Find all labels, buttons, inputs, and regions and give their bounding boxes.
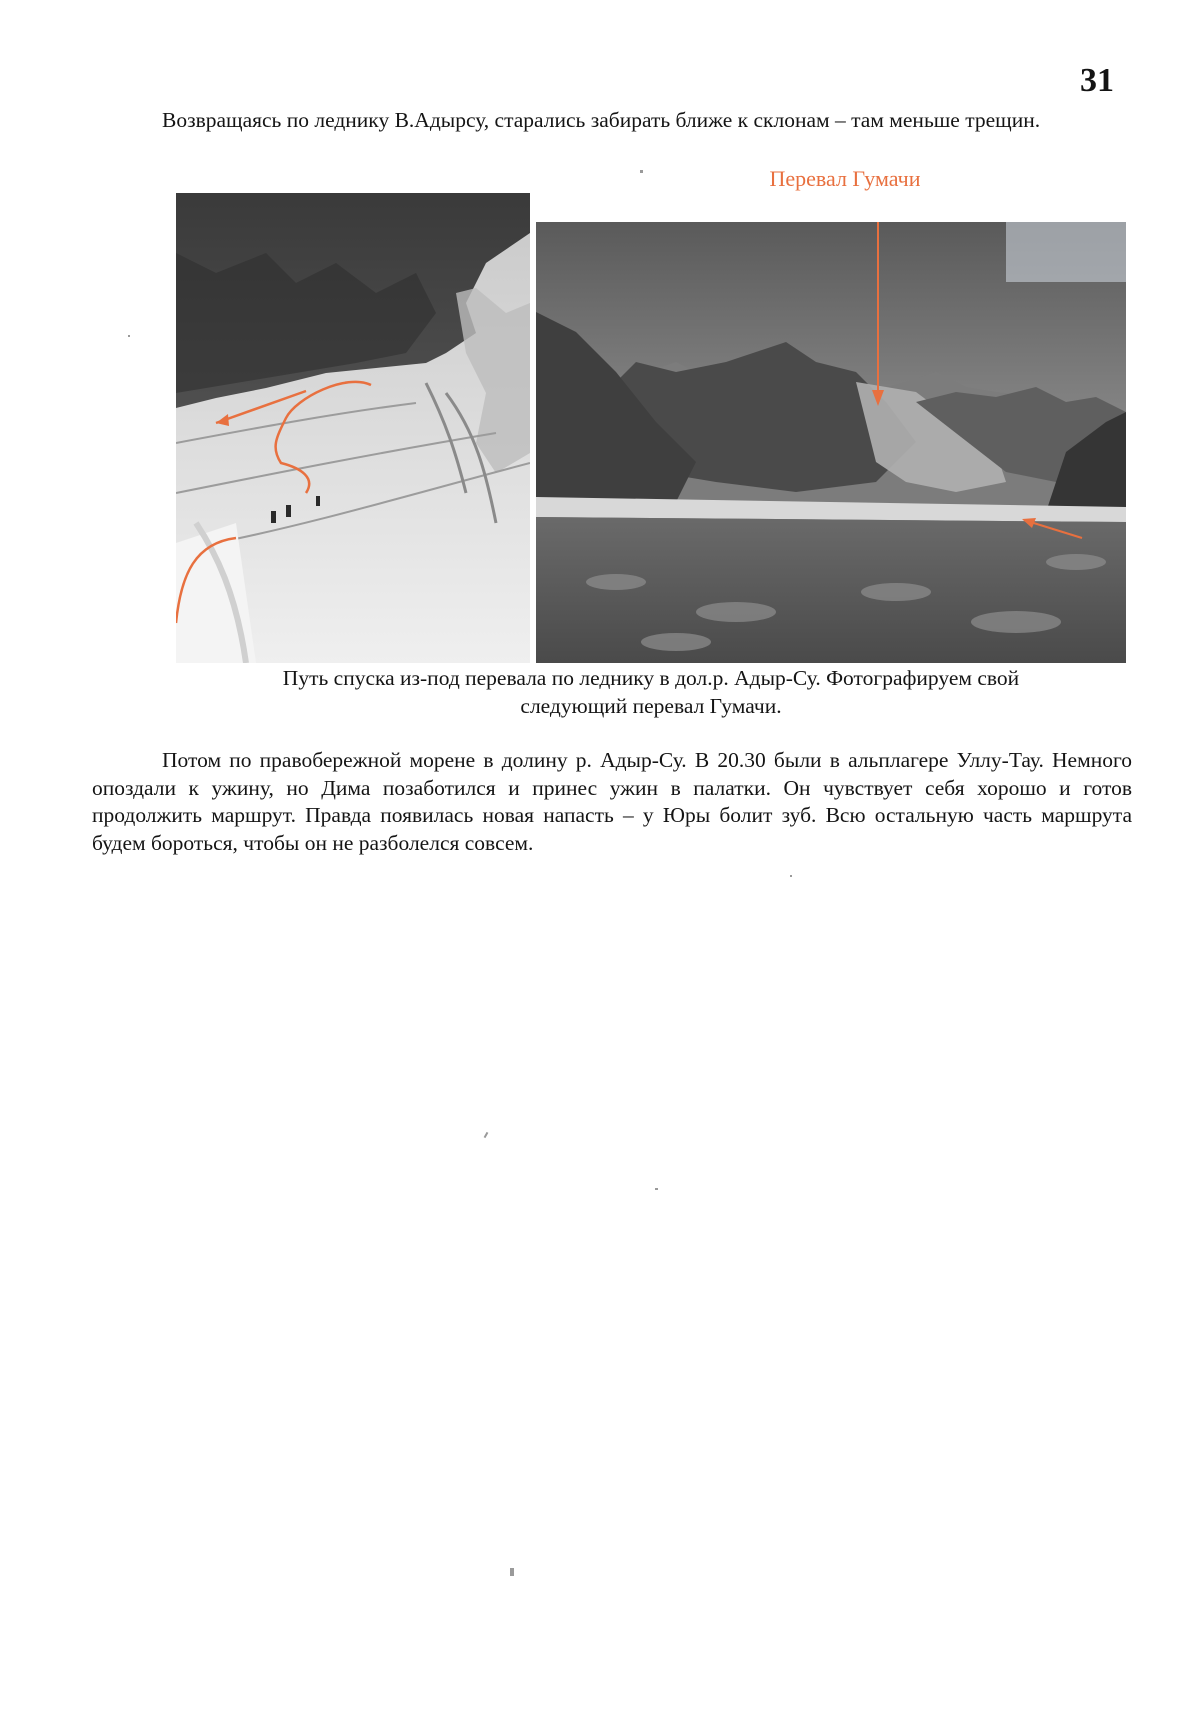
scan-speck — [655, 1188, 658, 1190]
paragraph-moraine-descent: Потом по правобережной морене в долину р. Адыр-Су. В 20.30 были в альплагере Уллу-Тау. Немного опоздали к ужину, но Дима позаботился и принес ужин в палатки. Он чувствует себя хорошо и готов продолжить маршрут. Правда появилась новая напасть – у Юры болит зуб. Всю остальную часть маршрута будем бороться, чтобы он не разболелся совсем. — [92, 748, 1132, 855]
figure-caption — [176, 664, 1126, 720]
photo-glacier-descent — [176, 193, 530, 663]
scan-speck — [640, 170, 643, 173]
caption-line-1: Путь спуска из-под перевала по леднику в дол.р. Адыр-Су. Фотографируем свой — [282, 666, 1020, 690]
pass-label: Перевал Гумачи — [769, 166, 921, 191]
scan-speck — [128, 335, 130, 337]
page-number: 31 — [1080, 62, 1114, 99]
scan-speck — [484, 1132, 489, 1138]
caption-line-2: следующий перевал Гумачи. — [520, 694, 782, 718]
paragraph-glacier-return: Возвращаясь по леднику В.Адырсу, старались забирать ближе к склонам – там меньше трещин. — [162, 108, 1041, 132]
photo-gumachi-pass-view — [536, 222, 1126, 663]
scan-speck — [510, 1568, 514, 1576]
scan-speck — [790, 875, 792, 877]
